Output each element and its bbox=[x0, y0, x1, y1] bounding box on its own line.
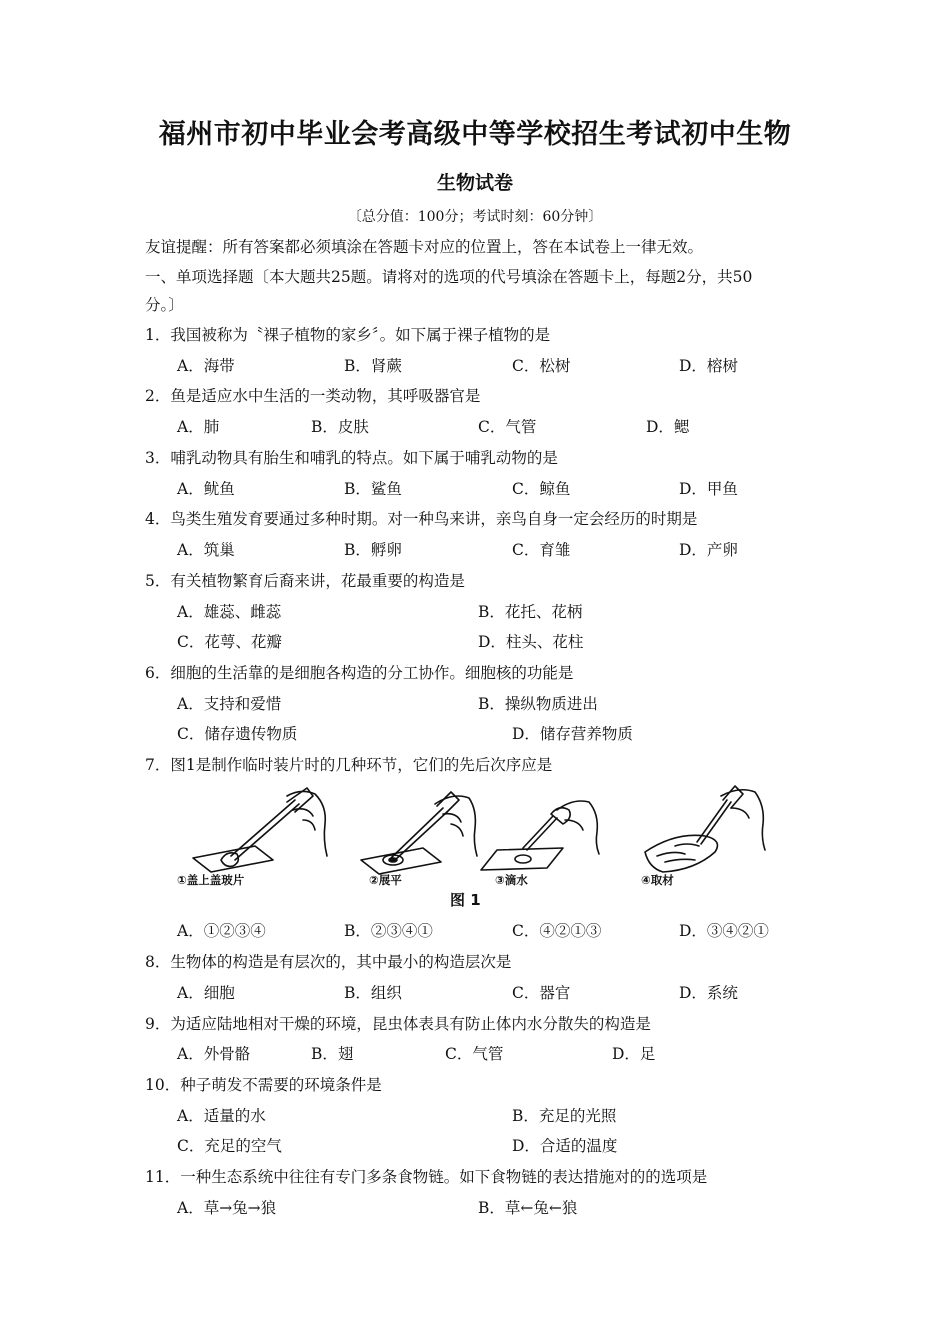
figure-label-3: ③滴水 bbox=[495, 873, 528, 887]
option: B．皮肤 bbox=[311, 418, 369, 436]
question-stem: 11．一种生态系统中往往有专门多条食物链。如下食物链的表达措施对的的选项是 bbox=[145, 1168, 708, 1186]
figure-label-1: ①盖上盖玻片 bbox=[177, 873, 245, 887]
question-stem: 5．有关植物繁育后裔来讲，花最重要的构造是 bbox=[145, 572, 465, 590]
option: A．鱿鱼 bbox=[177, 480, 235, 498]
exam-subtitle: 生物试卷 bbox=[436, 172, 513, 194]
option: B．组织 bbox=[344, 984, 402, 1002]
option: B．花托、花柄 bbox=[478, 603, 583, 621]
step-take-material-drawing bbox=[641, 786, 765, 887]
option: D．产卵 bbox=[679, 541, 738, 559]
option: B．充足的光照 bbox=[512, 1107, 617, 1125]
question-stem: 6．细胞的生活靠的是细胞各构造的分工协作。细胞核的功能是 bbox=[145, 664, 574, 682]
option: C．储存遗传物质 bbox=[177, 725, 298, 743]
figure-label-2: ②展平 bbox=[369, 873, 402, 887]
option: B．翅 bbox=[311, 1045, 354, 1063]
figure-title: 图 1 bbox=[450, 891, 481, 909]
step-cover-slip-drawing bbox=[177, 788, 327, 887]
option: A．雄蕊、雌蕊 bbox=[177, 603, 282, 621]
option: A．①②③④ bbox=[177, 922, 266, 940]
option: C．育雏 bbox=[512, 541, 571, 559]
question-stem: 10．种子萌发不需要的环境条件是 bbox=[145, 1076, 382, 1094]
option: D．合适的温度 bbox=[512, 1137, 618, 1155]
option: B．鲨鱼 bbox=[344, 480, 402, 498]
figure-label-4: ④取材 bbox=[641, 873, 674, 887]
option: B．操纵物质进出 bbox=[478, 695, 598, 713]
option: D．足 bbox=[612, 1045, 656, 1063]
option: A．外骨骼 bbox=[177, 1045, 251, 1063]
option: A．草→兔→狼 bbox=[177, 1199, 277, 1217]
question-stem: 1．我国被称为〝裸子植物的家乡〞。如下属于裸子植物的是 bbox=[145, 326, 551, 344]
option: C．鲸鱼 bbox=[512, 480, 571, 498]
option: D．系统 bbox=[679, 984, 738, 1002]
option: A．海带 bbox=[177, 357, 235, 375]
option: B．草←兔←狼 bbox=[478, 1199, 578, 1217]
section-heading-cont: 分。〕 bbox=[145, 296, 184, 314]
option: D．③④②① bbox=[679, 922, 769, 940]
option: B．肾蕨 bbox=[344, 357, 402, 375]
option: A．肺 bbox=[177, 418, 220, 436]
option: C．器官 bbox=[512, 984, 571, 1002]
option: A．细胞 bbox=[177, 984, 235, 1002]
notice: 友谊提醒：所有答案都必须填涂在答题卡对应的位置上，答在本试卷上一律无效。 bbox=[145, 238, 704, 256]
question-stem: 7．图1是制作临时装片时的几种环节，它们的先后次序应是 bbox=[145, 756, 553, 774]
section-heading: 一、单项选择题〔本大题共25题。请将对的选项的代号填涂在答题卡上，每题2分，共50 bbox=[145, 268, 753, 286]
option: B．②③④① bbox=[344, 922, 433, 940]
option: C．松树 bbox=[512, 357, 571, 375]
option: A．支持和爱惜 bbox=[177, 695, 282, 713]
step-spread-drawing bbox=[361, 792, 477, 887]
exam-meta: 〔总分值：100分；考试时刻：60分钟〕 bbox=[347, 209, 603, 225]
question-stem: 4．鸟类生殖发育要通过多种时期。对一种鸟来讲，亲鸟自身一定会经历的时期是 bbox=[145, 510, 698, 528]
option: C．花萼、花瓣 bbox=[177, 633, 282, 651]
option: D．甲鱼 bbox=[679, 480, 738, 498]
question-stem: 3．哺乳动物具有胎生和哺乳的特点。如下属于哺乳动物的是 bbox=[145, 449, 558, 467]
option: D．榕树 bbox=[679, 357, 738, 375]
option: A．适量的水 bbox=[177, 1107, 266, 1125]
option: D．储存营养物质 bbox=[512, 725, 633, 743]
exam-title: 福州市初中毕业会考高级中等学校招生考试初中生物 bbox=[158, 119, 792, 150]
option: D．鳃 bbox=[646, 418, 690, 436]
option: C．气管 bbox=[478, 418, 537, 436]
option: B．孵卵 bbox=[344, 541, 402, 559]
question-stem: 2．鱼是适应水中生活的一类动物，其呼吸器官是 bbox=[145, 387, 481, 405]
option: C．充足的空气 bbox=[177, 1137, 282, 1155]
option: D．柱头、花柱 bbox=[478, 633, 584, 651]
step-drop-water-drawing bbox=[481, 801, 599, 887]
option: C．气管 bbox=[445, 1045, 504, 1063]
question-stem: 9．为适应陆地相对干燥的环境，昆虫体表具有防止体内水分散失的构造是 bbox=[145, 1015, 651, 1033]
option: C．④②①③ bbox=[512, 922, 602, 940]
question-stem: 8．生物体的构造是有层次的，其中最小的构造层次是 bbox=[145, 953, 512, 971]
option: A．筑巢 bbox=[177, 541, 235, 559]
